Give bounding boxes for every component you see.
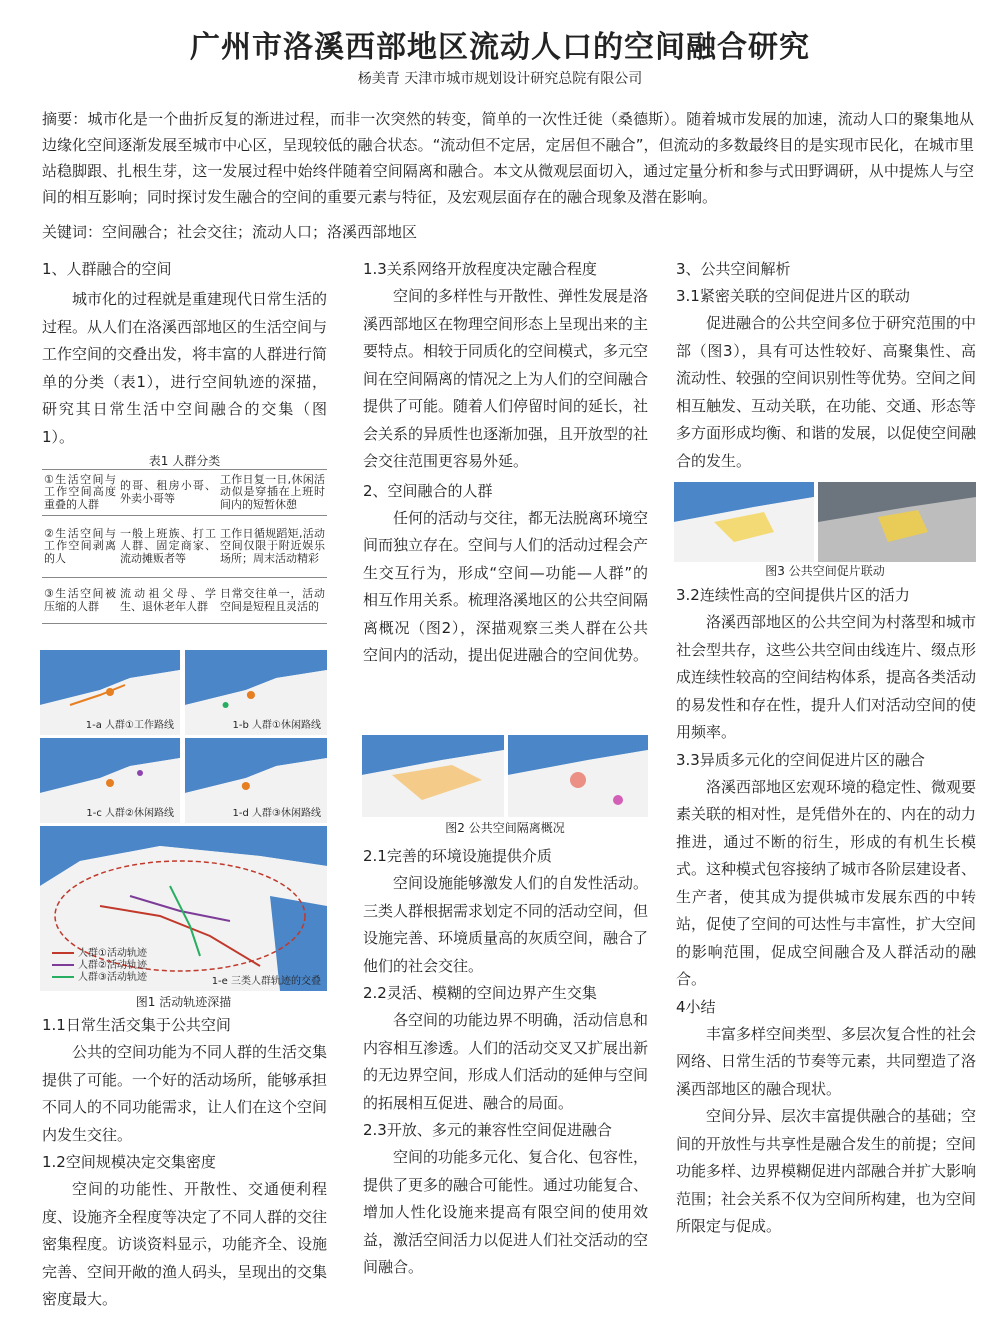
section-3-heading: 3、公共空间解析 bbox=[676, 260, 791, 278]
section-4-heading: 4小结 bbox=[676, 997, 716, 1016]
table-cell: 工作日复一日,休闲活动似是穿插在上班时间内的短暂休憩 bbox=[218, 470, 327, 516]
section-2-text: 任何的活动与交往，都无法脱离环境空间而独立存在。空间与人们的活动过程会产生交互行为，形成“空间—功能—人群”的相互作用关系。梳理洛溪地区的公共空间隔离概况（图2），深描观察三类人群在公共空间内的活动，提出促进融合的空间优势。 bbox=[363, 508, 649, 664]
map-legend bbox=[52, 948, 147, 984]
section-2-1-heading: 2.1完善的环境设施提供介质 bbox=[363, 847, 552, 865]
column-1 bbox=[42, 256, 327, 624]
abstract: 摘要：城市化是一个曲折反复的渐进过程，而非一次突然的转变，简单的一次性迁徙（桑德斯）。随着城市发展的加速，流动人口的聚集地从边缘化空间逐渐发展至城市中心区，呈现较低的融合状态。“流动但不定居，定居但不融合”，但流动的多数最终目的是实现市民化，在城市里站稳脚跟、扎根生芽，这一发展过程中始终伴随着空间隔离和融合。本文从微观层面切入，通过定量分析和参与式田野调研，从中提炼人与空间的相互影响；同时探讨发生融合的空间的重要元素与特征，及宏观层面存在的融合现象及潜在影响。 bbox=[42, 110, 974, 206]
section-1-text: 城市化的过程就是重建现代日常生活的过程。从人们在洛溪西部地区的生活空间与工作空间的交叠出发，将丰富的人群进行简单的分类（表1），进行空间轨迹的深描，研究其日常生活中空间融合的交集（图1）。 bbox=[42, 290, 328, 446]
section-2-1-text: 空间设施能够激发人们的自发性活动。三类人群根据需求划定不同的活动空间，但设施完善、环境质量高的灰质空间，融合了他们的社会交往。 bbox=[363, 874, 649, 975]
map-label: 1-c 人群②休闲路线 bbox=[86, 808, 174, 819]
section-3-3-heading: 3.3异质多元化的空间促进片区的融合 bbox=[676, 750, 925, 769]
column-3-bottom bbox=[676, 582, 976, 1241]
section-1-3-heading: 1.3关系网络开放程度决定融合程度 bbox=[363, 260, 597, 278]
page-title: 广州市洛溪西部地区流动人口的空间融合研究 bbox=[190, 30, 810, 65]
author-line: 杨美青 天津市城市规划设计研究总院有限公司 bbox=[357, 71, 643, 87]
figure-3-caption: 图3 公共空间促片联动 bbox=[765, 564, 885, 578]
column-2-bottom bbox=[363, 843, 648, 1282]
table-cell: ③生活空间被压缩的人群 bbox=[42, 578, 118, 624]
table-row bbox=[42, 578, 327, 624]
section-2-2-heading: 2.2灵活、模糊的空间边界产生交集 bbox=[363, 984, 597, 1002]
table-cell: 流动祖父母、学生、退休老年人群 bbox=[118, 578, 218, 624]
map-2a bbox=[362, 735, 504, 817]
table-cell: 一般上班族、打工人群、固定商家、流动摊贩者等 bbox=[118, 516, 218, 578]
section-2-3-heading: 2.3开放、多元的兼容性空间促进融合 bbox=[363, 1121, 612, 1139]
population-table bbox=[42, 469, 327, 624]
map-2b bbox=[508, 735, 648, 817]
map-3b bbox=[818, 482, 976, 562]
table-1-caption: 表1 人群分类 bbox=[148, 454, 221, 468]
map-1c bbox=[40, 738, 180, 823]
legend-item: 人群③活动轨迹 bbox=[52, 972, 147, 984]
figure-2-caption: 图2 公共空间隔离概况 bbox=[445, 821, 565, 835]
section-3-1-heading: 3.1紧密关联的空间促进片区的联动 bbox=[676, 287, 910, 305]
table-cell: ①生活空间与工作空间高度重叠的人群 bbox=[42, 470, 118, 516]
map-label: 1-a 人群①工作路线 bbox=[85, 720, 174, 731]
map-label: 1-b 人群①休闲路线 bbox=[232, 720, 321, 731]
section-2-2-text: 各空间的功能边界不明确，活动信息和内容相互渗透。人们的活动交叉又扩展出新的无边界空间，形成人们活动的延伸与空间的拓展相互促进、融合的局面。 bbox=[363, 1011, 649, 1112]
section-1-2-text: 空间的功能性、开散性、交通便利程度、设施齐全程度等决定了不同人群的交往密集程度。访谈资料显示，功能齐全、设施完善、空间开敞的渔人码头，呈现出的交集密度最大。 bbox=[42, 1180, 328, 1308]
section-1-2-heading: 1.2空间规模决定交集密度 bbox=[42, 1153, 216, 1171]
table-cell: 日常交往单一，活动空间是短程且灵活的 bbox=[218, 578, 327, 624]
section-4-text-1: 丰富多样空间类型、多层次复合性的社会网络、日常生活的节奏等元素，共同塑造了洛溪西部地区的融合现状。 bbox=[676, 1024, 977, 1098]
section-1-1-heading: 1.1日常生活交集于公共空间 bbox=[42, 1016, 231, 1034]
section-4-text-2: 空间分异、层次丰富提供融合的基础；空间的开放性与共享性是融合发生的前提；空间功能多样、边界模糊促进内部融合并扩大影响范围；社会关系不仅为空间所构建，也为空间所限定与促成。 bbox=[676, 1107, 977, 1235]
table-cell: 的哥、租房小哥、外卖小哥等 bbox=[118, 470, 218, 516]
legend-item: 人群②活动轨迹 bbox=[52, 960, 147, 972]
section-3-3-text: 洛溪西部地区宏观环境的稳定性、微观要素关联的相对性，是凭借外在的、内在的动力推进，通过不断的衍生，形成的有机生长模式。这种模式包容接纳了城市各阶层建设者、生产者，使其成为提供城市发展东西的中转站，促使了空间的可达性与丰富性，扩大空间的影响范围，促成空间融合及人群活动的融合。 bbox=[676, 777, 977, 988]
column-3-top bbox=[676, 256, 976, 475]
legend-item: 人群①活动轨迹 bbox=[52, 948, 147, 960]
section-3-2-text: 洛溪西部地区的公共空间为村落型和城市社会型共存，这些公共空间由线连片、缀点形成连续性较高的空间结构体系，提高各类活动的易发性和存在性，提升人们对活动空间的使用频率。 bbox=[676, 613, 977, 741]
figure-1-caption: 图1 活动轨迹深描 bbox=[135, 995, 232, 1009]
section-2-3-text: 空间的功能多元化、复合化、包容性，提供了更多的融合可能性。通过功能复合、增加人性化设施来提高有限空间的使用效益，激活空间活力以促进人们社交活动的空间融合。 bbox=[363, 1148, 649, 1276]
table-cell: ②生活空间与工作空间剥离的人 bbox=[42, 516, 118, 578]
map-label: 1-d 人群③休闲路线 bbox=[232, 808, 321, 819]
keywords: 关键词：空间融合；社会交往；流动人口；洛溪西部地区 bbox=[42, 223, 418, 241]
table-row bbox=[42, 516, 327, 578]
map-label: 1-e 三类人群轨迹的交叠 bbox=[211, 976, 321, 987]
section-3-2-heading: 3.2连续性高的空间提供片区的活力 bbox=[676, 586, 910, 604]
section-1-heading: 1、人群融合的空间 bbox=[42, 260, 172, 278]
map-1e bbox=[40, 826, 327, 991]
column-2-top bbox=[363, 256, 648, 670]
map-1d bbox=[185, 738, 327, 823]
table-row bbox=[42, 470, 327, 516]
map-3a bbox=[674, 482, 814, 562]
section-1-1-text: 公共的空间功能为不同人群的生活交集提供了可能。一个好的活动场所，能够承担不同人的不同功能需求，让人们在这个空间内发生交往。 bbox=[42, 1043, 328, 1144]
map-1b bbox=[185, 650, 327, 735]
column-1-bottom bbox=[42, 1012, 327, 1314]
section-3-1-text: 促进融合的公共空间多位于研究范围的中部（图3），具有可达性较好、高聚集性、高流动性、较强的空间识别性等优势。空间之间相互触发、互动关联，在功能、交通、形态等多方面形成均衡、和谐的发展，以促使空间融合的发生。 bbox=[676, 314, 977, 470]
table-cell: 工作日循规蹈矩,活动空间仅限于附近娱乐场所；周末活动精彩 bbox=[218, 516, 327, 578]
section-2-heading: 2、空间融合的人群 bbox=[363, 481, 493, 500]
section-1-3-text: 空间的多样性与开散性、弹性发展是洛溪西部地区在物理空间形态上呈现出来的主要特点。相较于同质化的空间模式，多元空间在空间隔离的情况之上为人们的空间融合提供了可能。随着人们停留时间的延长，社会关系的异质性也逐渐加强，且开放型的社会交往范围更容易外延。 bbox=[363, 287, 649, 470]
map-1a bbox=[40, 650, 180, 735]
